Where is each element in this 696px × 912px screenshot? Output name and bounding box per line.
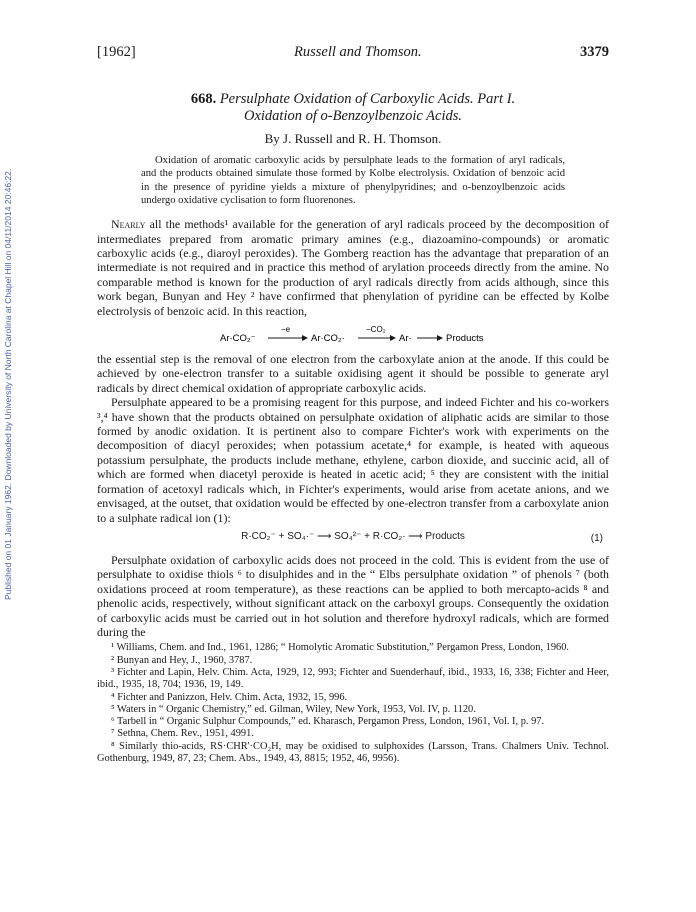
running-title: Russell and Thomson. — [293, 44, 422, 60]
title-line-2: Oxidation of o-Benzoylbenzoic Acids. — [244, 108, 462, 124]
footnote: ⁵ Waters in “ Organic Chemistry,” ed. Gilman, Wiley, New York, 1953, Vol. IV, p. 1120. — [111, 703, 476, 715]
scheme-step-2: Ar·CO₂· — [311, 333, 345, 345]
scheme-arrowhead-2 — [390, 335, 396, 341]
abstract: Oxidation of aromatic carboxylic acids by persulphate leads to the formation of aryl radicals, and the products obtained simulate those formed by Kolbe electrolysis. Oxidation of benzoic acid in the presence of pyridine yields a mixture of phenylpyridines; and o-benzoylbenzoic acids undergo oxidative cyclisation to form fluorenones. — [141, 155, 565, 206]
paragraph-1-text: all the methods¹ available for the generation of aryl radicals proceed by the decomposition of intermediates prepared from aromatic primary amines (e.g., diazoamino-compounds) or aromatic carboxylic acids (e.g., diaroyl peroxides). The Gomberg reaction has the advantage that preparation of an intermediate is not required and in practice this method of arylation proceeds directly from the amine. No comparable method is known for the production of aryl radicals directly from acids although, since this work began, Bunyan and Hey ² have confirmed that phenylation of pyridine can be effected by Kolbe electrolysis of benzoic acid. In this reaction, — [97, 217, 609, 318]
footnote: ⁶ Tarbell in “ Organic Sulphur Compounds,” ed. Kharasch, Pergamon Press, London, 1961, Vol. I, p. 97. — [111, 716, 545, 728]
page-number: 3379 — [580, 44, 609, 60]
authors: By J. Russell and R. H. Thomson. — [264, 131, 442, 146]
title-line-1: Persulphate Oxidation of Carboxylic Acids. Part I. — [219, 91, 516, 107]
paragraph-4: Persulphate oxidation of carboxylic acids does not proceed in the cold. This is evident from the use of persulphate to oxidise thiols ⁶ to disulphides and in the “ Elbs persulphate oxidation ” of phenols ⁷ (both oxidations proceed at room temperature), as these reactions can be applied to both mercapto-acids ⁸ and phenolic acids, respectively, without significant attack on the carboxyl groups. Consequently the oxidation of carboxylic acids must be carried out in hot solution and therefore hydroxyl radicals, which are formed during the — [97, 552, 609, 639]
header-year: [1962] — [97, 44, 136, 60]
footnotes — [97, 642, 609, 765]
scheme-arrowhead-3 — [437, 335, 443, 341]
scheme-label-1: −e — [281, 325, 291, 335]
footnote: ¹ Williams, Chem. and Ind., 1961, 1286; “ Homolytic Aromatic Substitution,” Pergamon Press, London, 1960. — [111, 642, 570, 654]
footnote: ² Bunyan and Hey, J., 1960, 3787. — [111, 654, 253, 666]
paragraph-3: Persulphate appeared to be a promising reagent for this purpose, and indeed Fichter and his co-workers ³,⁴ have shown that the products obtained on persulphate oxidation of aliphatic acids are similar to those formed by anodic oxidation. It is pertinent also to compare Fichter's work with experiments on the decomposition of diacyl peroxides; when potassium acetate,⁴ for example, is heated with aqueous potassium persulphate, the products include methane, ethylene, carbon dioxide, and succinic acid, all of which are formed when diacetyl peroxide is heated in acetic acid; ⁵ they are consistent with the initial formation of acetoxyl radicals which, in Fichter's experiments, would arise from acetate anions, and we envisaged, at the outset, that oxidation would be effected by one-electron transfer from a carboxylate anion to a sulphate radical ion (1): — [97, 395, 609, 525]
footnote: ⁸ Similarly thio-acids, RS·CHR'·CO₂H, may be oxidised to sulphoxides (Larsson, Trans. Chalmers Univ. Technol. Gothenburg, 1949, 87, 23; Chem. Abs., 1949, 43, 8815; 1952, 46, 9956). — [97, 740, 609, 765]
equation-1-text: R·CO₂⁻ + SO₄·⁻ ⟶ SO₄²⁻ + R·CO₂· ⟶ Products — [241, 530, 465, 542]
paragraph-2: the essential step is the removal of one electron from the carboxylate anion at the anode. If this could be achieved by one-electron transfer to a suitable oxidising agent it should be possible to generate aryl radicals by direct chemical oxidation of appropriate carboxylic acids. — [97, 352, 609, 395]
scheme-step-3: Ar· — [399, 333, 412, 345]
footnote: ⁴ Fichter and Panizzon, Helv. Chim. Acta, 1932, 15, 996. — [111, 691, 348, 703]
download-watermark — [0, 80, 14, 600]
footnote: ⁷ Sethna, Chem. Rev., 1951, 4991. — [111, 728, 254, 740]
paragraph-1 — [97, 217, 609, 318]
footnote: ³ Fichter and Lapin, Helv. Chim. Acta, 1929, 12, 993; Fichter and Suenderhauf, ibid., 1933, 16, 338; Fichter and Heer, ibid., 1935, 18, 704; 1936, 19, 149. — [97, 666, 609, 691]
article-title — [97, 91, 609, 125]
scheme-arrowhead-1 — [302, 335, 308, 341]
download-watermark-text: Published on 01 January 1962. Downloaded by University of North Carolina at Chapel Hill on 04/11/2014 20:46:22. — [3, 168, 13, 600]
article-body — [97, 217, 609, 639]
scheme-label-2: −CO₂ — [366, 325, 386, 335]
equation-1 — [97, 531, 609, 547]
paragraph-1-lead: Nearly — [111, 217, 146, 232]
scheme-step-1: Ar·CO₂⁻ — [220, 333, 256, 345]
article-page — [97, 44, 609, 765]
equation-1-number: (1) — [590, 532, 603, 544]
article-number: 668. — [190, 91, 217, 107]
reaction-scheme — [218, 324, 488, 346]
scheme-step-4: Products — [446, 333, 484, 345]
equation-kolbe — [97, 324, 609, 346]
page-header — [97, 44, 609, 61]
